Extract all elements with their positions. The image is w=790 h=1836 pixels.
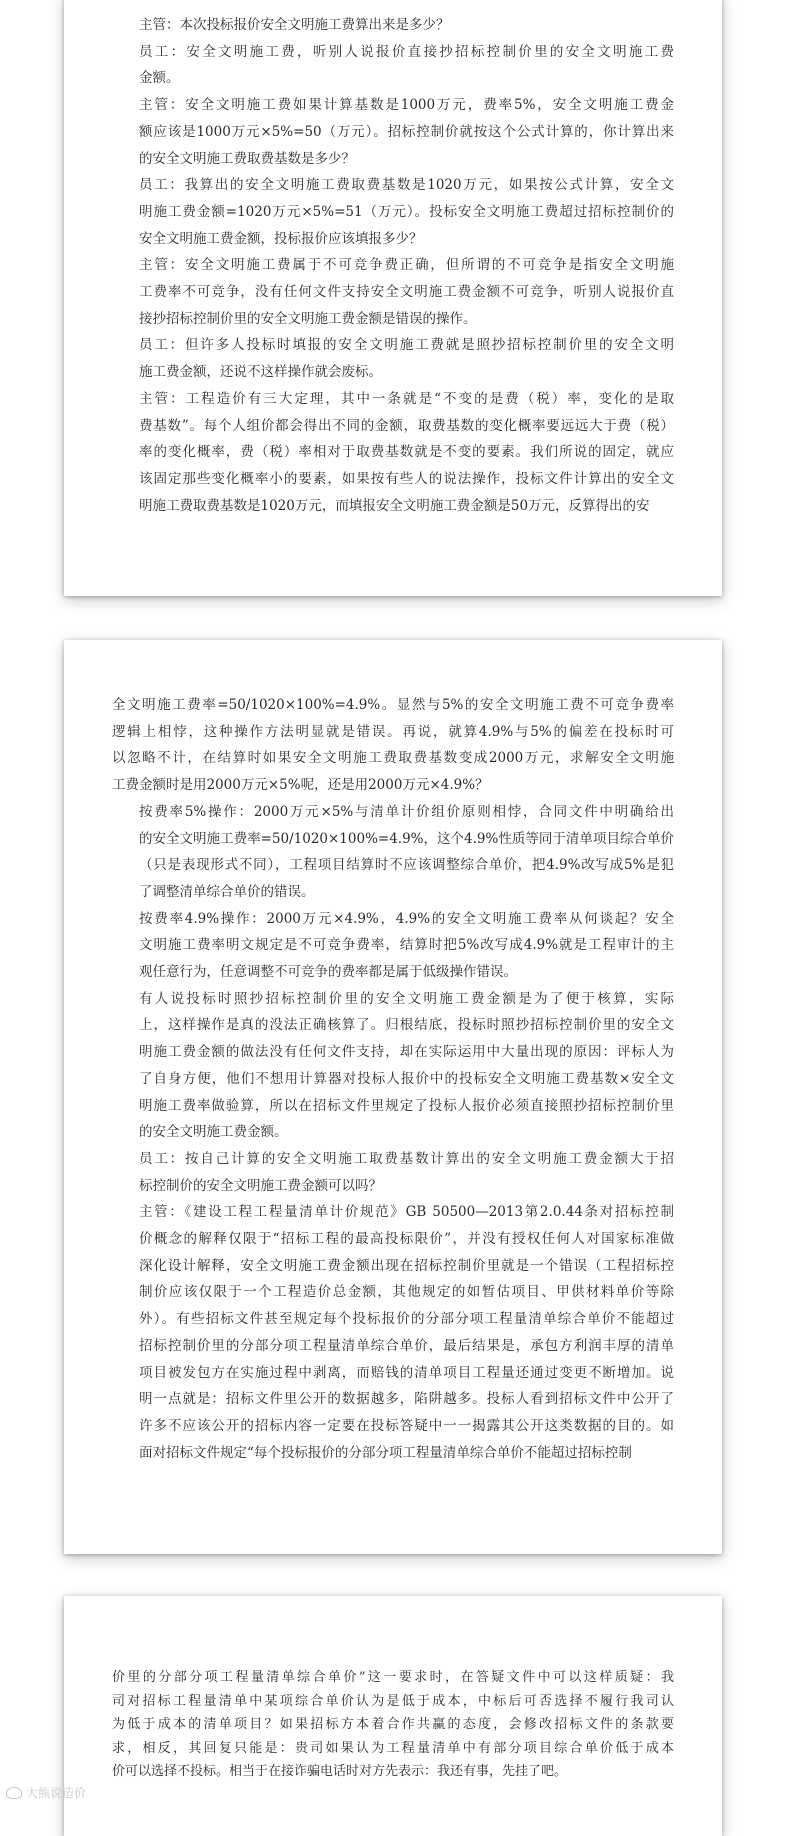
- text-line: 主管：《建设工程工程量清单计价规范》GB 50500—2013第2.0.44条对招标控制: [139, 1204, 674, 1221]
- text-line: 主管：工程造价有三大定理，其中一条就是“不变的是费（税）率，变化的是取: [139, 390, 674, 407]
- text-line: 了自身方便，他们不想用计算器对投标人报价中的投标安全文明施工费基数×安全文: [139, 1070, 674, 1087]
- text-line: 许多不应该公开的招标内容一定要在投标答疑中一一揭露其公开这类数据的目的。如: [139, 1417, 674, 1434]
- document-page-3: [64, 1596, 722, 1836]
- text-line: 外）。有些招标文件甚至规定每个投标报价的分部分项工程量清单综合单价不能超过: [139, 1311, 674, 1328]
- text-line: 价里的分部分项工程量清单综合单价”这一要求时，在答疑文件中可以这样质疑：我: [112, 1670, 674, 1685]
- page-1-body: [112, 12, 674, 519]
- text-line: 文明施工费率明文规定是不可竞争费率，结算时把5%改写成4.9%就是工程审计的主: [139, 937, 674, 954]
- page-3-body: [112, 1666, 674, 1784]
- text-line: 项目被发包方在实施过程中剥离，而赔钱的清单项目工程量还通过变更不断增加。说: [139, 1364, 674, 1381]
- text-line: 员工：但许多人投标时填报的安全文明施工费就是照抄招标控制价里的安全文明: [139, 337, 674, 354]
- text-line: （只是表现形式不同），工程项目结算时不应该调整综合单价，把4.9%改写成5%是犯: [139, 857, 674, 874]
- text-line: 全文明施工费率=50/1020×100%=4.9%。显然与5%的安全文明施工费不可竞争费率: [112, 697, 674, 713]
- text-line: 率的变化概率，费（税）率相对于取费基数就是不变的要素。我们所说的固定，就应: [139, 444, 674, 461]
- text-line: 按费率5%操作：2000万元×5%与清单计价组价原则相悖，合同文件中明确给出: [139, 803, 674, 820]
- text-line: 明施工费取费基数是1020万元，而填报安全文明施工费金额是50万元，反算得出的安: [139, 497, 650, 514]
- text-line: 额应该是1000万元×5%=50（万元）。招标控制价就按这个公式计算的，你计算出来: [139, 123, 674, 140]
- text-line: 制价应该仅限于一个工程造价总金额，其他规定的如暂估项目、甲供材料单价等除: [139, 1284, 674, 1301]
- paragraph: [112, 332, 674, 385]
- text-line: 逻辑上相悖，这种操作方法明显就是错误。再说，就算4.9%与5%的偏差在投标时可: [112, 723, 674, 740]
- text-line: 明施工费金额的做法没有任何文件支持，却在实际运用中大量出现的原因：评标人为: [139, 1044, 674, 1061]
- document-page-2: [64, 640, 722, 1554]
- text-line: 价概念的解释仅限于“招标工程的最高投标限价”，并没有授权任何人对国家标准做: [139, 1231, 674, 1248]
- text-line: 求，相反，其回复只能是：贵司如果认为工程量清单中有部分项目综合单价低于成本: [112, 1740, 674, 1756]
- page-2-body: [112, 692, 674, 1466]
- paragraph: [112, 799, 674, 906]
- paragraph: [112, 252, 674, 332]
- text-line: 员工：我算出的安全文明施工费取费基数是1020万元，如果按公式计算，安全文: [139, 177, 674, 194]
- paragraph: [112, 692, 674, 799]
- watermark-text: 大熊说造价: [26, 1786, 87, 1800]
- text-line: 工费金额时是用2000万元×5%呢，还是用2000万元×4.9%？: [112, 777, 489, 794]
- text-line: 的安全文明施工费金额。: [139, 1124, 288, 1141]
- text-line: 了调整清单综合单价的错误。: [139, 883, 315, 900]
- text-line: 主管：安全文明施工费属于不可竞争费正确，但所谓的不可竞争是指安全文明施: [139, 257, 674, 274]
- paragraph: [112, 92, 674, 172]
- text-line: 深化设计解释，安全文明施工费金额出现在招标控制价里就是一个错误（工程招标控: [139, 1257, 674, 1274]
- paragraph: [112, 172, 674, 252]
- text-line: 该固定那些变化概率小的要素，如果按有些人的说法操作，投标文件计算出的安全文: [139, 470, 674, 487]
- text-line: 员工：按自己计算的安全文明施工取费基数计算出的安全文明施工费金额大于招: [139, 1150, 674, 1167]
- text-line: 安全文明施工费金额，投标报价应该填报多少？: [139, 230, 423, 247]
- text-line: 接抄招标控制价里的安全文明施工费金额是错误的操作。: [139, 310, 477, 327]
- paragraph: [112, 1199, 674, 1466]
- text-line: 的安全文明施工费率=50/1020×100%=4.9%，这个4.9%性质等同于清单项目综合单价: [139, 830, 674, 847]
- document-page-1: [64, 0, 722, 596]
- text-line: 以忽略不计，在结算时如果安全文明施工费取费基数变成2000万元，求解安全文明施: [112, 750, 674, 767]
- bear-logo-icon: [6, 1787, 22, 1799]
- text-line: 主管：安全文明施工费如果计算基数是1000万元，费率5%，安全文明施工费金: [139, 97, 674, 114]
- paragraph: [112, 12, 674, 39]
- paragraph: [112, 1666, 674, 1784]
- paragraph: [112, 1146, 674, 1199]
- text-line: 员工：安全文明施工费，听别人说报价直接抄招标控制价里的安全文明施工费: [139, 43, 674, 60]
- text-line: 明施工费金额=1020万元×5%=51（万元）。投标安全文明施工费超过招标控制价的: [139, 203, 674, 220]
- text-line: 面对招标文件规定“每个投标报价的分部分项工程量清单综合单价不能超过招标控制: [139, 1444, 632, 1461]
- text-line: 司对招标工程量清单中某项综合单价认为是低于成本，中标后可否选择不履行我司认: [112, 1693, 674, 1709]
- text-line: 招标控制价里的分部分项工程量清单综合单价，最后结果是，承包方利润丰厚的清单: [139, 1337, 674, 1354]
- text-line: 金额。: [139, 70, 180, 87]
- text-line: 上，这样操作是真的没法正确核算了。归根结底，投标时照抄招标控制价里的安全文: [139, 1017, 674, 1034]
- text-line: 价可以选择不投标。相当于在接诈骗电话时对方先表示：我还有事，先挂了吧。: [112, 1764, 568, 1779]
- text-line: 标控制价的安全文明施工费金额可以吗？: [139, 1177, 382, 1194]
- paragraph: [112, 39, 674, 92]
- text-line: 明一点就是：招标文件里公开的数据越多，陷阱越多。投标人看到招标文件中公开了: [139, 1391, 674, 1408]
- text-line: 明施工费率做验算，所以在招标文件里规定了投标人报价必须直接照抄招标控制价里: [139, 1097, 674, 1114]
- paragraph: [112, 986, 674, 1146]
- text-line: 为低于成本的清单项目？如果招标方本着合作共赢的态度，会修改招标文件的条款要: [112, 1717, 674, 1732]
- text-line: 施工费金额，还说不这样操作就会废标。: [139, 364, 382, 381]
- paragraph: [112, 906, 674, 986]
- text-line: 按费率4.9%操作：2000万元×4.9%，4.9%的安全文明施工费率从何谈起？安全: [139, 910, 674, 927]
- watermark: [6, 1784, 86, 1801]
- text-line: 主管：本次投标报价安全文明施工费算出来是多少？: [139, 17, 450, 33]
- text-line: 费基数”。每个人组价都会得出不同的金额，取费基数的变化概率要远远大于费（税）: [139, 417, 674, 434]
- paragraph: [112, 386, 674, 520]
- text-line: 有人说投标时照抄招标控制价里的安全文明施工费金额是为了便于核算，实际: [139, 990, 674, 1007]
- text-line: 观任意行为，任意调整不可竞争的费率都是属于低级操作错误。: [139, 964, 517, 981]
- text-line: 工费率不可竞争，没有任何文件支持安全文明施工费金额不可竞争，听别人说报价直: [139, 284, 674, 301]
- text-line: 的安全文明施工费取费基数是多少？: [139, 150, 355, 167]
